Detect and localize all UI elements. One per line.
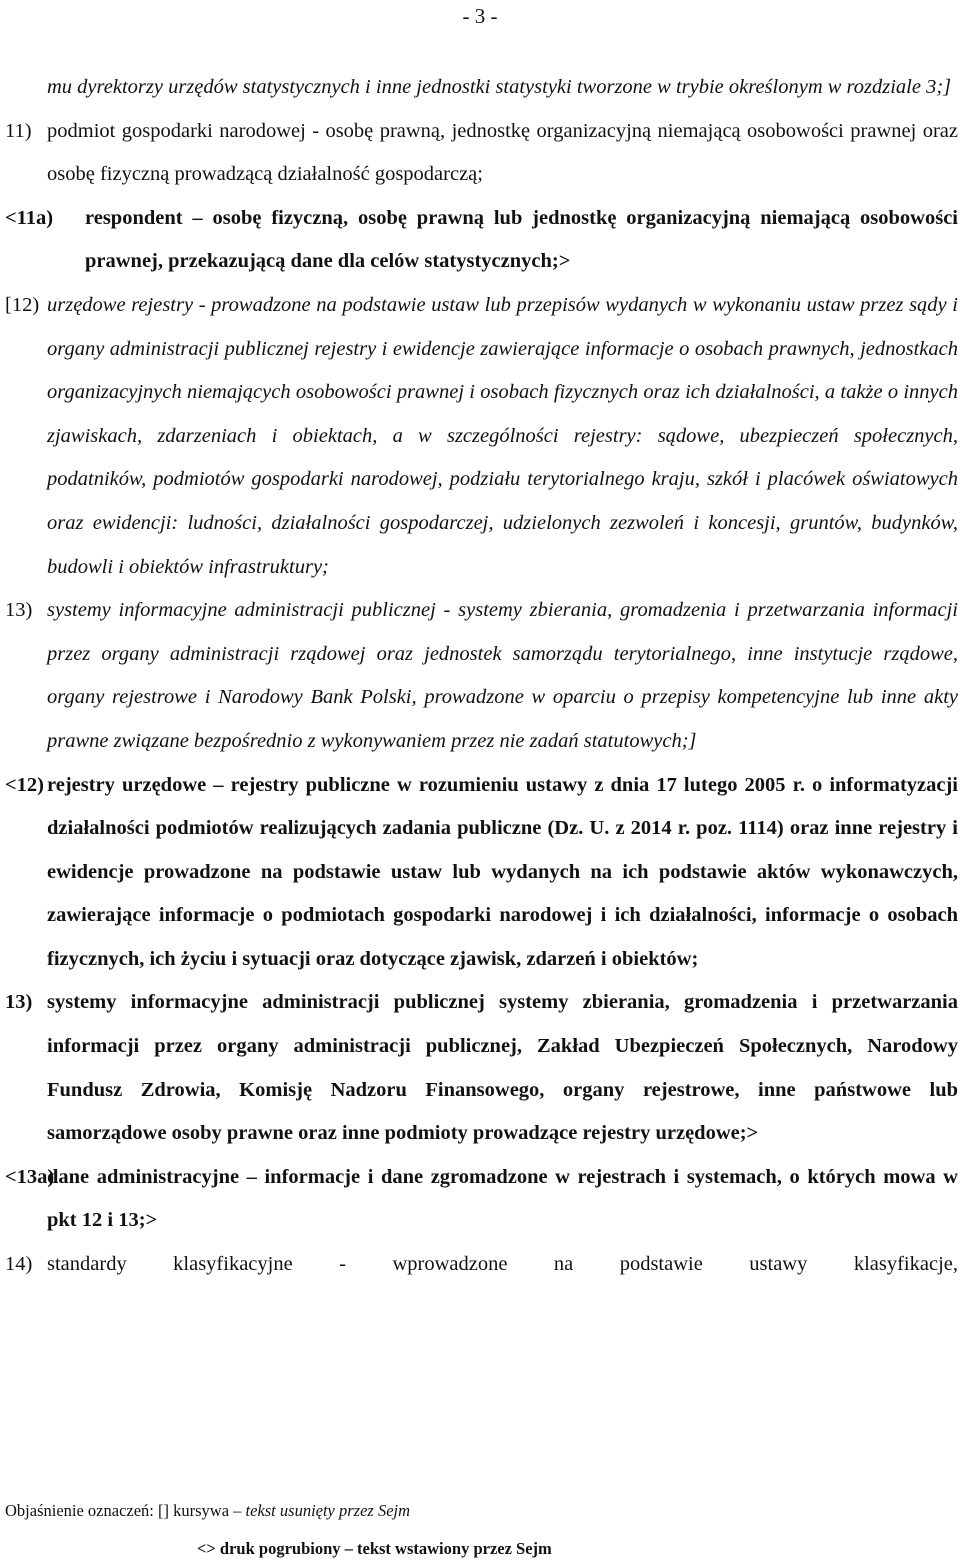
- legend-explanation: [5, 1500, 410, 1522]
- paragraph-item-13-removed: [0, 589, 958, 763]
- legend-prefix: Objaśnienie oznaczeń: [] kursywa –: [5, 1501, 242, 1520]
- paragraph-item-13a: [0, 1156, 958, 1243]
- paragraph-item-12-removed: [0, 284, 958, 589]
- paragraph-item-11a: [0, 197, 958, 284]
- legend-removed-text: tekst usunięty przez Sejm: [245, 1501, 411, 1520]
- item-text: urzędowe rejestry - prowadzone na podstawie ustaw lub przepisów wydanych w wykonaniu ustaw przez sądy i organy administracji publicznej rejestry i ewidencje zawierające informacje o osobach prawnych, jednostkach organizacyjnych niemających osobowości prawnej i osobach fizycznych oraz ich działalności, a także o innych zjawiskach, zdarzeniach i obiektach, a w szczególności rejestry: sądowe, ubezpieczeń społecznych, podatników, podmiotów gospodarki narodowej, podziału terytorialnego kraju, szkół i placówek oświatowych oraz ewidencji: ludności, działalności gospodarczej, udzielonych zezwoleń i koncesji, gruntów, budynków, budowli i obiektów infrastruktury;: [47, 293, 958, 578]
- item-label: 13): [5, 599, 33, 622]
- item-label: 13): [5, 991, 33, 1014]
- item-text: rejestry urzędowe – rejestry publiczne w rozumieniu ustawy z dnia 17 lutego 2005 r. o informatyzacji działalności podmiotów realizujących zadania publiczne (Dz. U. z 2014 r. poz. 1114) oraz inne rejestry i ewidencje prowadzone na podstawie ustaw lub wydanych na ich podstawie aktów wykonawczych, zawierające informacje o podmiotach gospodarki narodowej i ich działalności, informacje o osobach fizycznych, ich życiu i sytuacji oraz dotyczące zjawisk, zdarzeń i obiektów;: [47, 773, 958, 970]
- item-text: systemy informacyjne administracji publicznej systemy zbierania, gromadzenia i przetwarzania informacji przez organy administracji publicznej, Zakład Ubezpieczeń Społecznych, Narodowy Fundusz Zdrowia, Komisję Nadzoru Finansowego, organy rejestrowe, inne państwowe lub samorządowe osoby prawne oraz inne podmioty prowadzące rejestry urzędowe;>: [47, 991, 958, 1145]
- item-text: systemy informacyjne administracji publicznej - systemy zbierania, gromadzenia i przetwarzania informacji przez organy administracji rządowej oraz jednostek samorządu terytorialnego, inne instytucje rządowe, organy rejestrowe i Narodowy Bank Polski, prowadzone w oparciu o przepisy kompetencyjne lub inne akty prawne związane bezpośrednio z wykonywaniem przez nie zadań statutowych;]: [47, 599, 958, 752]
- item-label: <11a): [5, 206, 54, 229]
- item-text: podmiot gospodarki narodowej - osobę prawną, jednostkę organizacyjną niemającą osobowości prawnej oraz osobę fizyczną prowadzącą działalność gospodarczą;: [47, 119, 958, 186]
- item-text: respondent – osobę fizyczną, osobę prawną lub jednostkę organizacyjną niemającą osobowości prawnej, przekazującą dane dla celów statystycznych;>: [85, 206, 958, 273]
- paragraph-item-14: [0, 1243, 958, 1287]
- item-label: 14): [5, 1253, 33, 1276]
- paragraph-item-13-inserted: [0, 981, 958, 1155]
- item-label: <12): [5, 773, 45, 796]
- item-text: dane administracyjne – informacje i dane zgromadzone w rejestrach i systemach, o których mowa w pkt 12 i 13;>: [47, 1165, 958, 1232]
- paragraph-continuation: [0, 66, 958, 110]
- paragraph-item-12-inserted: [0, 764, 958, 982]
- item-label: <13a): [5, 1165, 55, 1188]
- item-text: standardy klasyfikacyjne - wprowadzone na podstawie ustawy klasyfikacje,: [47, 1253, 958, 1276]
- item-text: mu dyrektorzy urzędów statystycznych i inne jednostki statystyki tworzone w trybie określonym w rozdziale 3;]: [47, 76, 952, 98]
- item-label: [12): [5, 293, 40, 316]
- item-label: 11): [5, 119, 32, 142]
- page-number: - 3 -: [462, 4, 498, 28]
- paragraph-item-11: [0, 110, 958, 197]
- document-body: [0, 66, 958, 1287]
- legend-inserted-text: <> druk pogrubiony – tekst wstawiony przez Sejm: [197, 1539, 552, 1558]
